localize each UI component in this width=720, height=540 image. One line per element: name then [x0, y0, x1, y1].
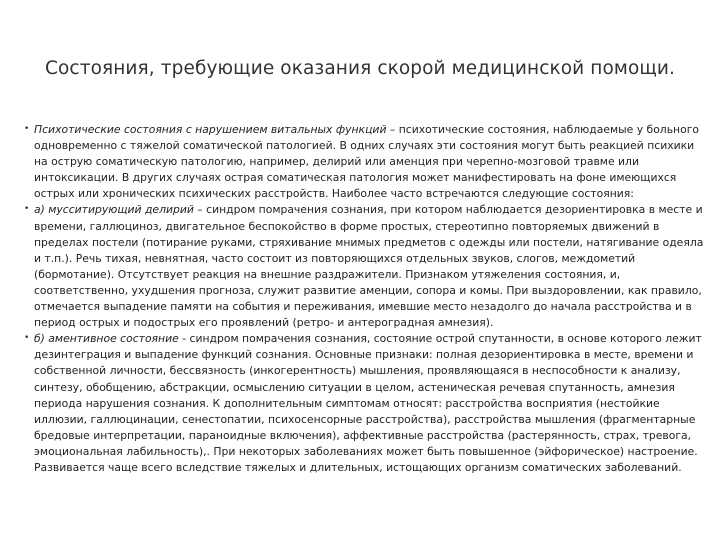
- list-item: [0, 202, 720, 331]
- bullet-icon: •: [24, 124, 30, 134]
- list-item: [0, 331, 720, 476]
- list-item-text: [34, 202, 710, 331]
- list-item-text: [34, 122, 710, 202]
- slide-title: Состояния, требующие оказания скорой медицинской помощи.: [45, 58, 675, 79]
- list-item-text: [34, 331, 710, 476]
- list-item-lead: б) аментивное состояние: [34, 332, 179, 346]
- list-item-body: – психотические состояния, наблюдаемые у больного одновременно с тяжелой соматической патологией. В одних случаях эти состояния могут быть реакцией психики на острую соматическую патологию, например, делирий или аменция при черепно-мозговой травме или интоксикации. В других случаях острая соматическая патология может манифестировать на фоне имеющихся острых или хронических психических расстройств. Наиболее часто встречаются следующие состояния:: [34, 123, 700, 201]
- list-item-lead: Психотические состояния с нарушением витальных функций: [34, 123, 387, 136]
- bullet-list: [0, 122, 720, 476]
- list-item-body: - синдром помрачения сознания, состояние острой спутанности, в основе которого лежит дезинтеграция и выпадение функций сознания. Основные признаки: полная дезориентировка в месте, времени и собственной личности, бессвязность (инкогерентность) мышления, проявляющаяся в неспособности к анализу, синтезу, обобщению, абстракции, осмыслению ситуации в целом, астеническая речевая спутанность, амнезия периода нарушения сознания. К дополнительным симптомам относят: расстройства восприятия (нестойкие иллюзии, галлюцинации, сенестопатии, психосенсорные расстройства), расстройства мышления (фрагментарные бредовые интерпретации, параноидные включения), аффективные расстройства (растерянность, страх, тревога, эмоциональная лабильность),. При некоторых заболеваниях может быть повышенное (эйфорическое) настроение. Развивается чаще всего вследствие тяжелых и длительных, истощающих организм соматических заболеваний.: [34, 332, 702, 474]
- list-item-lead: а) мусситирующий делирий: [34, 203, 194, 217]
- bullet-icon: •: [24, 333, 30, 344]
- list-item: [0, 122, 720, 202]
- bullet-icon: •: [24, 204, 30, 215]
- list-item-body: – синдром помрачения сознания, при котором наблюдается дезориентировка в месте и времени, галлюциноз, двигательное беспокойство в форме простых, стереотипно повторяемых движений в пределах постели (потирание руками, стряхивание мнимых предметов с одежды или постели, натягивание одеяла и т.п.). Речь тихая, невнятная, часто состоит из повторяющихся отдельных звуков, слогов, междометий (бормотание). Отсутствует реакция на внешние раздражители. Признаком утяжеления состояния, и, соответственно, ухудшения прогноза, служит развитие аменции, сопора и комы. При выздоровлении, как правило, отмечается выпадение памяти на события и переживания, имевшие место незадолго до начала расстройства и в период острых и подострых его проявлений (ретро- и антероградная амнезия).: [34, 203, 704, 330]
